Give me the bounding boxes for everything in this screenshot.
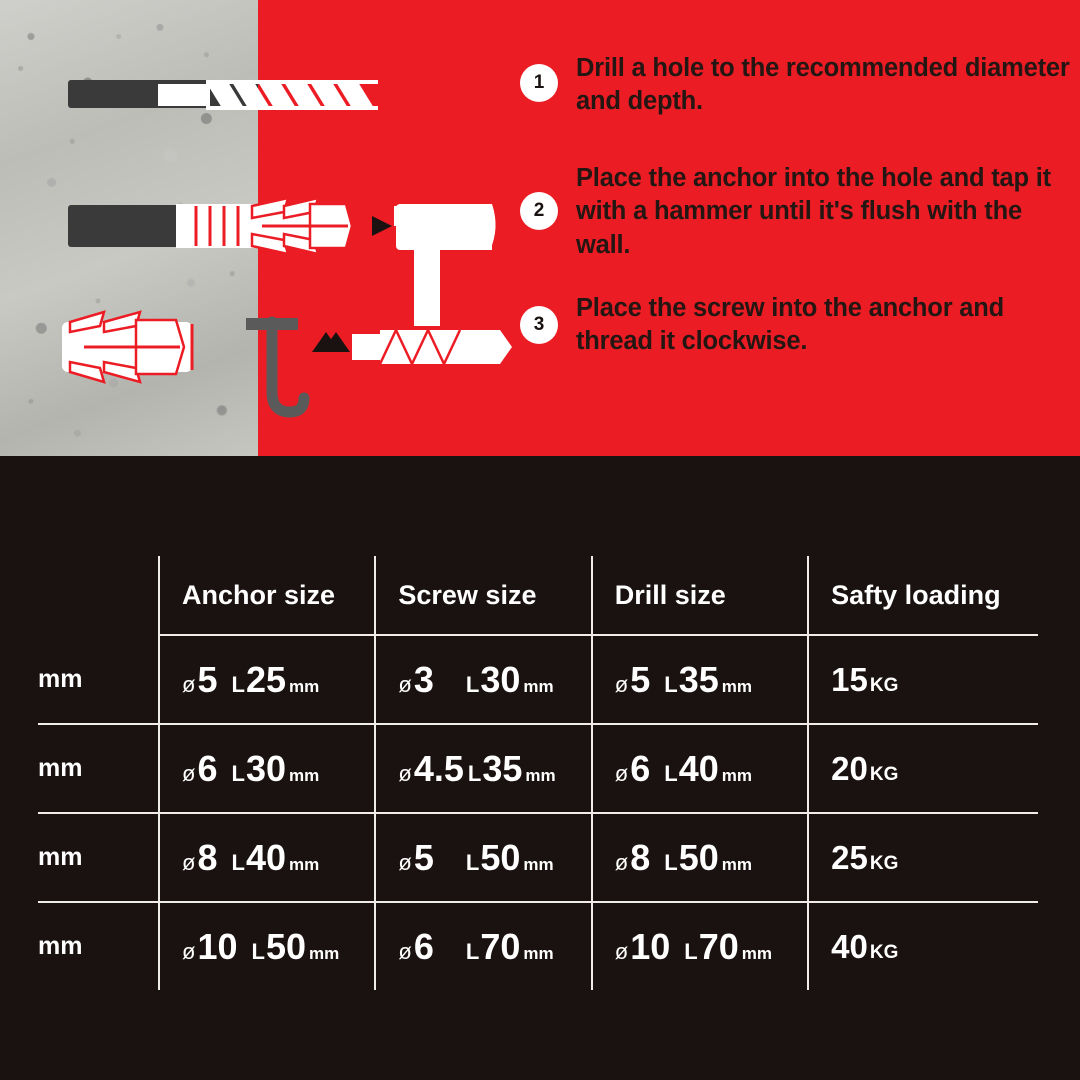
cell-anchor-size <box>159 635 375 724</box>
length-symbol: L <box>465 849 480 875</box>
arrow-left-icon <box>372 216 392 236</box>
length-symbol: L <box>231 760 245 786</box>
diameter-value: 10 <box>630 925 671 967</box>
diameter-symbol: ø <box>398 938 412 964</box>
step-text: Place the screw into the anchor and thread it clockwise. <box>576 293 1005 355</box>
diameter-symbol: ø <box>398 760 412 786</box>
cell-screw-size <box>375 813 591 902</box>
length-value: 40 <box>678 747 719 789</box>
length-value: 25 <box>245 658 286 700</box>
unit-label: mm <box>721 765 752 785</box>
cell-drill-size <box>592 813 808 902</box>
length-symbol: L <box>465 938 480 964</box>
anchor-installed-icon <box>62 312 192 382</box>
diameter-value: 5 <box>630 658 651 700</box>
diameter-value: 8 <box>630 836 651 878</box>
diameter-symbol: ø <box>182 760 196 786</box>
step-item-2 <box>520 162 1070 261</box>
load-unit: KG <box>869 763 899 785</box>
drill-bit-icon <box>158 80 378 110</box>
diameter-value: 8 <box>197 836 218 878</box>
diameter-symbol: ø <box>182 671 196 697</box>
unit-label: mm <box>288 854 320 874</box>
diameter-value: 4.5 <box>413 747 464 789</box>
load-value: 40 <box>831 927 868 965</box>
cell-screw-size <box>375 902 591 990</box>
length-value: 70 <box>480 925 521 967</box>
length-value: 30 <box>480 658 521 700</box>
table-row <box>38 902 1038 990</box>
steps-list <box>520 52 1070 386</box>
length-symbol: L <box>684 938 698 964</box>
table-row <box>38 724 1038 813</box>
diameter-symbol: ø <box>614 938 629 964</box>
load-value: 20 <box>831 749 868 787</box>
length-value: 50 <box>265 925 306 967</box>
length-symbol: L <box>231 671 245 697</box>
step-text: Place the anchor into the hole and tap it with a hammer until it's flush with the wall. <box>576 164 1051 259</box>
load-unit: KG <box>869 852 899 874</box>
length-value: 50 <box>678 836 719 878</box>
cell-anchor-size <box>159 724 375 813</box>
unit-label: mm <box>523 854 554 874</box>
screw-icon <box>352 330 512 364</box>
cell-drill-size <box>592 724 808 813</box>
header-corner <box>38 556 159 635</box>
length-symbol: L <box>664 671 678 697</box>
diameter-symbol: ø <box>182 938 196 964</box>
cell-drill-size <box>592 635 808 724</box>
length-symbol: L <box>231 849 245 875</box>
header-anchor-size: Anchor size <box>159 556 375 635</box>
spec-table-panel <box>0 456 1080 1080</box>
diameter-value: 5 <box>413 836 434 878</box>
cell-safety-loading <box>808 902 1038 990</box>
length-symbol: L <box>465 671 480 697</box>
row-unit: mm <box>38 635 159 724</box>
header-safety-loading: Safty loading <box>808 556 1038 635</box>
table-header-row <box>38 556 1038 635</box>
length-value: 30 <box>245 747 286 789</box>
step-number-badge: 1 <box>520 64 558 102</box>
diameter-symbol: ø <box>182 849 196 875</box>
diameter-symbol: ø <box>614 671 629 697</box>
step-text: Drill a hole to the recommended diameter and depth. <box>576 54 1070 116</box>
load-unit: KG <box>869 941 899 963</box>
cell-screw-size <box>375 635 591 724</box>
cell-safety-loading <box>808 724 1038 813</box>
unit-label: mm <box>288 765 320 785</box>
length-symbol: L <box>251 938 265 964</box>
unit-label: mm <box>523 943 554 963</box>
hammer-icon <box>394 204 496 326</box>
unit-label: mm <box>525 765 556 785</box>
length-value: 35 <box>678 658 719 700</box>
diameter-value: 5 <box>197 658 218 700</box>
row-unit: mm <box>38 724 159 813</box>
diameter-value: 6 <box>197 747 218 789</box>
cell-drill-size <box>592 902 808 990</box>
step-item-3 <box>520 292 1070 358</box>
row-unit: mm <box>38 813 159 902</box>
step-number-badge: 2 <box>520 192 558 230</box>
cell-anchor-size <box>159 813 375 902</box>
wall-anchor-icon <box>176 198 352 254</box>
row-unit: mm <box>38 932 83 960</box>
length-symbol: L <box>664 760 678 786</box>
step-item-1 <box>520 52 1070 118</box>
load-value: 25 <box>831 838 868 876</box>
step-number-badge: 3 <box>520 306 558 344</box>
unit-label: mm <box>721 676 752 696</box>
length-symbol: L <box>664 849 678 875</box>
table-row <box>38 813 1038 902</box>
instruction-panel <box>0 0 1080 456</box>
unit-label: mm <box>721 854 752 874</box>
diameter-symbol: ø <box>398 671 412 697</box>
table-row <box>38 635 1038 724</box>
hook-icon <box>272 322 304 412</box>
cell-safety-loading <box>808 635 1038 724</box>
length-value: 40 <box>245 836 286 878</box>
diameter-value: 10 <box>197 925 238 967</box>
header-screw-size: Screw size <box>375 556 591 635</box>
diameter-value: 6 <box>630 747 651 789</box>
length-symbol: L <box>467 760 482 786</box>
unit-label: mm <box>288 676 320 696</box>
diameter-symbol: ø <box>614 849 629 875</box>
load-unit: KG <box>869 674 899 696</box>
cell-screw-size <box>375 724 591 813</box>
diameter-symbol: ø <box>614 760 629 786</box>
diameter-symbol: ø <box>398 849 412 875</box>
unit-label: mm <box>741 943 772 963</box>
load-value: 15 <box>831 660 868 698</box>
cell-anchor-size <box>159 902 375 990</box>
cell-safety-loading <box>808 813 1038 902</box>
diameter-value: 6 <box>413 925 434 967</box>
diameter-value: 3 <box>413 658 434 700</box>
unit-label: mm <box>309 943 340 963</box>
length-value: 35 <box>482 747 523 789</box>
length-value: 50 <box>480 836 521 878</box>
specification-table <box>38 556 1038 990</box>
header-drill-size: Drill size <box>592 556 808 635</box>
unit-label: mm <box>523 676 554 696</box>
length-value: 70 <box>698 925 739 967</box>
